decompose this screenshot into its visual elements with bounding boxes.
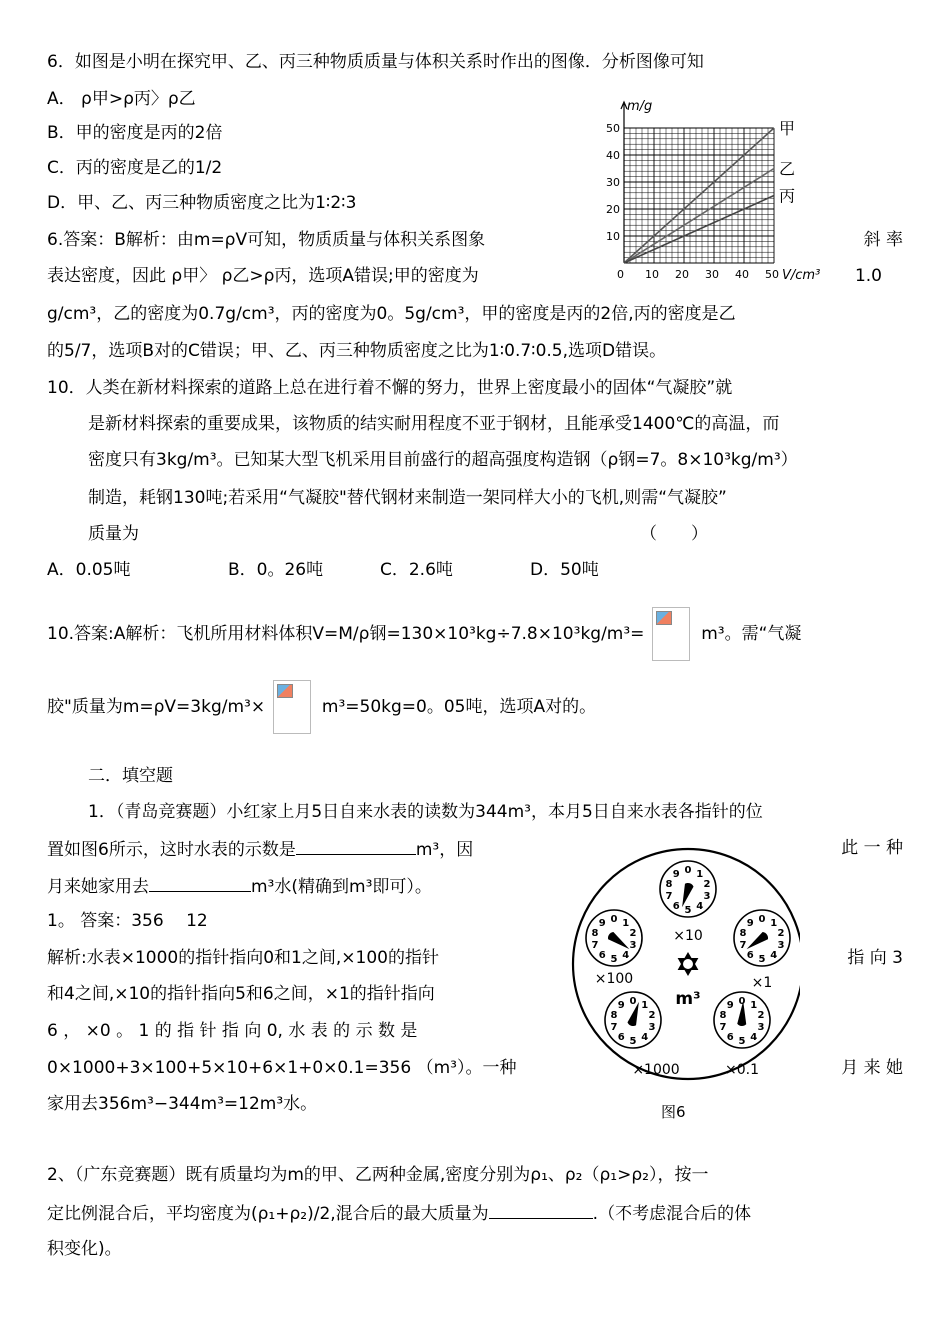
q10-option-d: D．50吨 xyxy=(530,560,599,580)
dial-digit: 6 xyxy=(672,901,680,913)
fill1-line2-right: 此 一 种 xyxy=(841,838,903,858)
dial-digit: 5 xyxy=(610,954,618,965)
dial-digit: 7 xyxy=(719,1022,727,1034)
dial-digit: 1 xyxy=(770,917,778,929)
meter-dial xyxy=(714,992,770,1048)
dial-digit: 2 xyxy=(629,927,637,939)
q6-answer-line1-right: 斜 率 xyxy=(863,230,903,250)
y-tick-label: 40 xyxy=(606,149,620,162)
dial-digit: 7 xyxy=(591,940,599,952)
q10-answer-text-1: 10.答案:A解析：飞机所用材料体积V=M/ρ钢=130×10³kg÷7.8×10³kg/m³= xyxy=(47,624,645,644)
q6-answer-line4: 的5/7，选项B对的C错误；甲、乙、丙三种物质密度之比为1∶0.7∶0.5,选项D错误。 xyxy=(47,341,667,361)
fill2-line2 xyxy=(47,1200,751,1226)
series-line-乙 xyxy=(624,169,774,264)
q10-line5: 质量为 xyxy=(88,524,139,544)
q10-option-c: C．2.6吨 xyxy=(380,560,453,580)
series-label: 丙 xyxy=(779,186,796,206)
section-heading: 二．填空题 xyxy=(88,766,173,786)
dial-digit: 9 xyxy=(598,917,606,929)
fill2-line3: 积变化)。 xyxy=(47,1239,122,1259)
series-line-丙 xyxy=(624,196,774,264)
fill1-line2 xyxy=(47,836,473,862)
gear-icon xyxy=(678,952,699,976)
fill1-line3-text: 月来她家用去 xyxy=(47,877,149,897)
q6-option-a: A． ρ甲>ρ丙〉ρ乙 xyxy=(47,89,196,109)
dial-digit: 3 xyxy=(629,940,637,952)
q10-option-b: B．0。26吨 xyxy=(228,560,324,580)
dial-multiplier-label: ×0.1 xyxy=(725,1062,759,1078)
meter-dial xyxy=(586,910,642,966)
q6-option-b: B．甲的密度是丙的2倍 xyxy=(47,123,223,143)
x-tick-label: 20 xyxy=(675,268,689,281)
dial-digit: 2 xyxy=(777,927,785,939)
q10-line3: 密度只有3kg/m³。已知某大型飞机采用目前盛行的超高强度构造钢（ρ钢=7。8×10³kg/m³） xyxy=(88,450,798,470)
dial-digit: 6 xyxy=(746,950,754,962)
dial-digit: 0 xyxy=(758,914,766,925)
dial-digit: 8 xyxy=(610,1009,618,1021)
dial-digit: 7 xyxy=(610,1022,618,1034)
q10-option-a: A．0.05吨 xyxy=(47,560,131,580)
dial-digit: 0 xyxy=(684,865,692,876)
dial-digit: 2 xyxy=(757,1009,765,1021)
dial-digit: 1 xyxy=(750,999,758,1011)
series-label: 甲 xyxy=(779,119,796,138)
dial-digit: 1 xyxy=(696,868,704,880)
dial-digit: 6 xyxy=(726,1032,734,1044)
dial-digit: 3 xyxy=(757,1022,765,1034)
y-tick-label: 10 xyxy=(606,230,620,243)
q10-answer-text-4: m³=50kg=0。05吨，选项A对的。 xyxy=(321,697,597,717)
fill1-explain-line3: 6 ， ×0 。 1 的 指 针 指 向 0, 水 表 的 示 数 是 xyxy=(47,1021,418,1041)
x-tick-label: 40 xyxy=(735,268,749,281)
q6-answer-line2-right: 1.0 xyxy=(854,266,882,286)
y-axis-label: m/g xyxy=(627,99,653,114)
fill1-explain-line1-right: 指 向 3 xyxy=(847,948,903,968)
x-tick-label: 50 xyxy=(765,268,779,281)
y-tick-label: 30 xyxy=(606,176,620,189)
dial-multiplier-label: ×10 xyxy=(673,928,703,944)
y-tick-label: 50 xyxy=(606,122,620,135)
q10-line2: 是新材料探索的重要成果，该物质的结实耐用程度不亚于钢材，且能承受1400℃的高温，而 xyxy=(88,414,780,434)
fill2-line2-tail: .（不考虑混合后的体 xyxy=(592,1204,752,1224)
answer-blank[interactable] xyxy=(489,1200,593,1219)
dial-digit: 2 xyxy=(703,878,711,890)
mass-volume-chart xyxy=(598,96,838,286)
meter-unit: m³ xyxy=(675,989,701,1009)
q6-option-d: D．甲、乙、丙三种物质密度之比为1∶2∶3 xyxy=(47,193,357,213)
fill1-line3-unit: m³水(精确到m³即可）。 xyxy=(251,877,432,897)
dial-digit: 3 xyxy=(703,891,711,903)
fill1-answer: 1。 答案：356 12 xyxy=(47,911,208,931)
dial-digit: 8 xyxy=(591,927,599,939)
dial-digit: 4 xyxy=(696,901,704,913)
dial-digit: 3 xyxy=(777,940,785,952)
fill1-line2-unit: m³，因 xyxy=(415,840,474,860)
q10-line4: 制造，耗钢130吨;若采用“气凝胶"替代钢材来制造一架同样大小的飞机,则需“气凝胶” xyxy=(88,488,727,508)
x-tick-label: 10 xyxy=(645,268,659,281)
dial-digit: 0 xyxy=(738,996,746,1007)
dial-digit: 4 xyxy=(641,1032,649,1044)
dial-digit: 9 xyxy=(746,917,754,929)
water-meter-figure xyxy=(560,840,800,1100)
dial-digit: 8 xyxy=(739,927,747,939)
fill1-explain-line1: 解析:水表×1000的指针指向0和1之间,×100的指针 xyxy=(47,948,439,968)
dial-digit: 4 xyxy=(622,950,630,962)
dial-digit: 5 xyxy=(758,954,766,965)
dial-digit: 5 xyxy=(738,1036,746,1047)
dial-multiplier-label: ×1000 xyxy=(632,1062,680,1078)
q6-stem: 6．如图是小明在探究甲、乙、丙三种物质质量与体积关系时作出的图像．分析图像可知 xyxy=(47,52,704,72)
figure-caption: 图6 xyxy=(661,1103,686,1121)
series-label: 乙 xyxy=(779,159,796,179)
fill2-line1: 2、（广东竞赛题）既有质量均为m的甲、乙两种金属,密度分别为ρ₁、ρ₂（ρ₁>ρ₂），按一 xyxy=(47,1165,709,1185)
fill1-line3 xyxy=(47,873,432,899)
q10-answer-line1 xyxy=(47,607,801,661)
dial-digit: 2 xyxy=(648,1009,656,1021)
dial-digit: 4 xyxy=(750,1032,758,1044)
y-tick-label: 20 xyxy=(606,203,620,216)
answer-blank[interactable] xyxy=(149,873,251,892)
q10-answer-paren: （ ） xyxy=(640,524,708,544)
fill1-explain-line2: 和4之间,×10的指针指向5和6之间，×1的指针指向 xyxy=(47,984,435,1004)
x-tick-label: 0 xyxy=(617,268,624,281)
q6-option-c: C．丙的密度是乙的1/2 xyxy=(47,158,223,178)
dial-digit: 8 xyxy=(665,878,673,890)
fill1-explain-line5: 家用去356m³−344m³=12m³水。 xyxy=(47,1094,318,1114)
fill1-line2-text: 置如图6所示，这时水表的示数是 xyxy=(47,840,296,860)
q6-answer-line2: 表达密度，因此 ρ甲〉 ρ乙>ρ丙，选项A错误;甲的密度为 xyxy=(47,266,479,286)
dial-digit: 0 xyxy=(629,996,637,1007)
dial-digit: 1 xyxy=(622,917,630,929)
dial-digit: 9 xyxy=(617,999,625,1011)
q10-line1: 10．人类在新材料探索的道路上总在进行着不懈的努力，世界上密度最小的固体“气凝胶”就 xyxy=(47,378,733,398)
answer-blank[interactable] xyxy=(296,836,416,855)
meter-dial xyxy=(734,910,790,966)
series-line-甲 xyxy=(624,128,774,263)
dial-digit: 3 xyxy=(648,1022,656,1034)
formula-image-placeholder xyxy=(652,607,690,661)
dial-digit: 7 xyxy=(665,891,673,903)
dial-digit: 9 xyxy=(672,868,680,880)
dial-digit: 6 xyxy=(617,1032,625,1044)
meter-dial xyxy=(660,861,716,917)
fill1-explain-line4: 0×1000+3×100+5×10+6×1+0×0.1=356 （m³）。一种 xyxy=(47,1058,517,1078)
q10-answer-text-2: m³。需“气凝 xyxy=(701,624,802,644)
x-axis-label: V/cm³ xyxy=(782,268,821,283)
dial-digit: 5 xyxy=(629,1036,637,1047)
dial-digit: 4 xyxy=(770,950,778,962)
dial-digit: 0 xyxy=(610,914,618,925)
fill2-line2-text: 定比例混合后，平均密度为(ρ₁+ρ₂)/2,混合后的最大质量为 xyxy=(47,1204,489,1224)
q10-answer-text-3: 胶"质量为m=ρV=3kg/m³× xyxy=(47,697,266,717)
q6-answer-line1: 6.答案：B解析：由m=ρV可知，物质质量与体积关系图象 xyxy=(47,230,486,250)
dial-multiplier-label: ×100 xyxy=(594,971,634,987)
x-tick-label: 30 xyxy=(705,268,719,281)
dial-digit: 5 xyxy=(684,905,692,916)
dial-digit: 8 xyxy=(719,1009,727,1021)
q10-answer-line2 xyxy=(47,680,596,734)
fill1-line1: 1．（青岛竞赛题）小红家上月5日自来水表的读数为344m³，本月5日自来水表各指针的位 xyxy=(88,802,763,822)
dial-digit: 6 xyxy=(598,950,606,962)
dial-multiplier-label: ×1 xyxy=(751,975,773,991)
dial-digit: 1 xyxy=(641,999,649,1011)
dial-digit: 9 xyxy=(726,999,734,1011)
formula-image-placeholder xyxy=(273,680,311,734)
fill1-explain-line4-right: 月 来 她 xyxy=(841,1058,903,1078)
dial-digit: 7 xyxy=(739,940,747,952)
q6-answer-line3: g/cm³，乙的密度为0.7g/cm³，丙的密度为0。5g/cm³，甲的密度是丙的2倍,丙的密度是乙 xyxy=(47,304,736,324)
meter-dial xyxy=(605,992,661,1048)
